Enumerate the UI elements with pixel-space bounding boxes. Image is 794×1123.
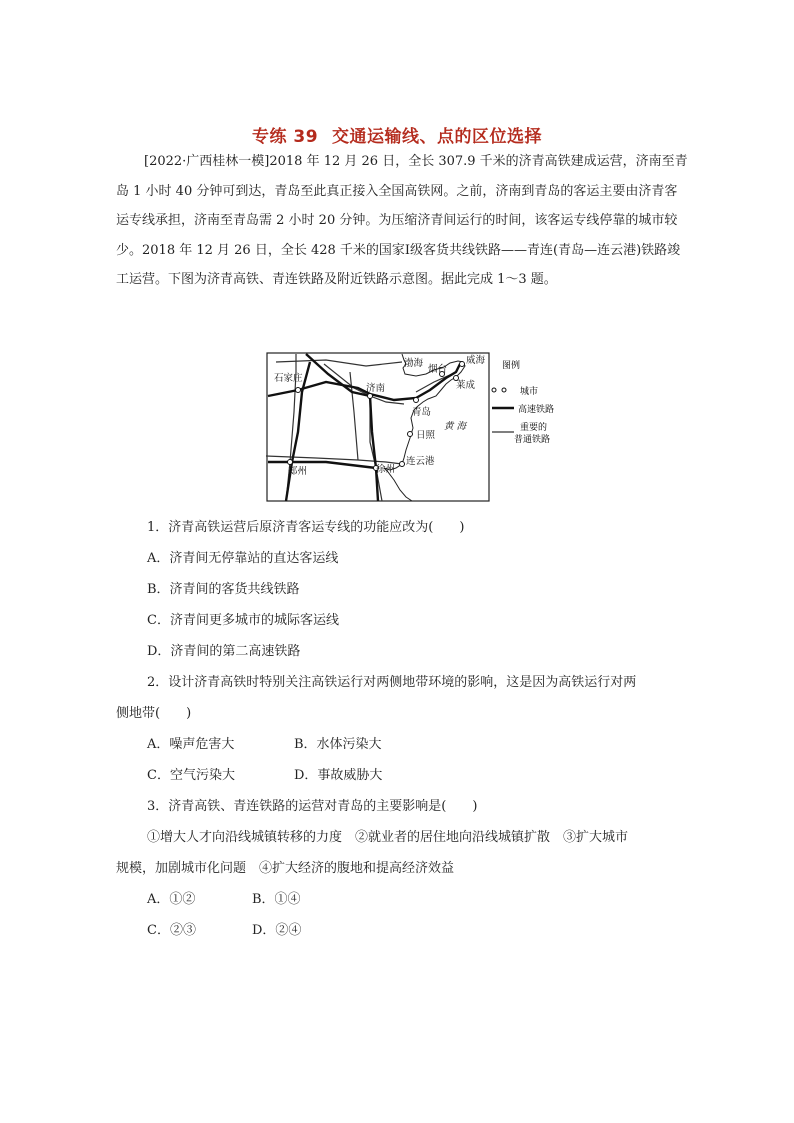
- question-1-option-b: B．济青间的客货共线铁路: [147, 582, 300, 597]
- city-lianyungang: [400, 462, 405, 467]
- label-yantai: 烟台: [428, 364, 448, 375]
- question-2-option-c: C．空气污染大: [147, 768, 235, 783]
- city-weihai: [460, 362, 465, 367]
- city-qingdao: [414, 398, 419, 403]
- question-1-option-c: C．济青间更多城市的城际客运线: [147, 613, 339, 628]
- label-qingdao: 青岛: [412, 407, 432, 418]
- city-jinan: [368, 394, 373, 399]
- label-huanghai: 黄 海: [444, 421, 467, 432]
- legend-highspeed: 高速铁路: [518, 405, 555, 415]
- question-3-stem: 3．济青高铁、青连铁路的运营对青岛的主要影响是( ): [147, 799, 478, 814]
- railway-map: [266, 352, 490, 502]
- label-zhengzhou: 郑州: [288, 466, 308, 477]
- question-2-option-a: A．噪声危害大: [147, 737, 235, 752]
- question-3-items-line2: 规模，加剧城市化问题 ④扩大经济的腹地和提高经济效益: [116, 861, 455, 876]
- label-shijiazhuang: 石家庄: [274, 373, 303, 384]
- question-3-option-c: C．②③: [147, 923, 196, 938]
- label-rizhao: 日照: [416, 430, 436, 441]
- title-main: 交通运输线、点的区位选择: [332, 127, 543, 147]
- question-3-option-b: B．①④: [252, 892, 301, 907]
- map-legend: [490, 352, 570, 452]
- city-zhengzhou: [288, 460, 293, 465]
- legend-city: 城市: [520, 387, 539, 397]
- question-2-stem-line2: 侧地带( ): [116, 706, 192, 721]
- city-rizhao: [408, 432, 413, 437]
- legend-title: 图例: [502, 361, 521, 371]
- question-3-option-a: A．①②: [147, 892, 196, 907]
- city-shijiazhuang: [296, 388, 301, 393]
- question-2-option-d: D．事故威胁大: [294, 768, 383, 783]
- intro-paragraph: [2022·广西桂林一模]2018 年 12 月 26 日，全长 307.9 千米的济青高铁建成运营，济南至青岛 1 小时 40 分钟可到达，青岛至此真正接入全国高铁网。之前，济南到青岛的客运主要由济青客运专线承担，济南至青岛需 2 小时 20 分钟。为压缩济青间运行的时间，该客运专线停靠的城市较少。2018 年 12 月 26 日，全长 428 千米的国家Ⅰ级客货共线铁路——青连(青岛—连云港)铁路竣工运营。下图为济青高铁、青连铁路及附近铁路示意图。据此完成 1～3 题。: [116, 154, 688, 287]
- question-1-option-a: A．济青间无停靠站的直达客运线: [147, 551, 339, 566]
- legend-normal-line2: 普通铁路: [514, 435, 551, 445]
- label-jinan: 济南: [366, 383, 386, 394]
- page-title: [0, 122, 794, 147]
- question-1-stem: 1．济青高铁运营后原济青客运专线的功能应改为( ): [147, 520, 465, 535]
- legend-normal-line1: 重要的: [520, 423, 548, 433]
- title-prefix: 专练 39: [251, 127, 319, 147]
- label-xuzhou: 徐州: [376, 464, 396, 475]
- question-1-option-d: D．济青间的第二高速铁路: [147, 644, 301, 659]
- label-bohai: 渤海: [404, 358, 424, 369]
- label-weihai: 威海: [466, 355, 486, 366]
- question-2-option-b: B．水体污染大: [294, 737, 382, 752]
- legend-city-symbol: [502, 388, 506, 392]
- label-laicheng: 莱成: [456, 380, 476, 391]
- question-2-stem-line1: 2．设计济青高铁时特别关注高铁运行对两侧地带环境的影响，这是因为高铁运行对两: [147, 675, 637, 690]
- legend-city-symbol: [492, 388, 496, 392]
- question-3-items-line1: ①增大人才向沿线城镇转移的力度 ②就业者的居住地向沿线城镇扩散 ③扩大城市: [147, 830, 629, 845]
- label-lianyungang: 连云港: [406, 456, 435, 467]
- question-3-option-d: D．②④: [252, 923, 302, 938]
